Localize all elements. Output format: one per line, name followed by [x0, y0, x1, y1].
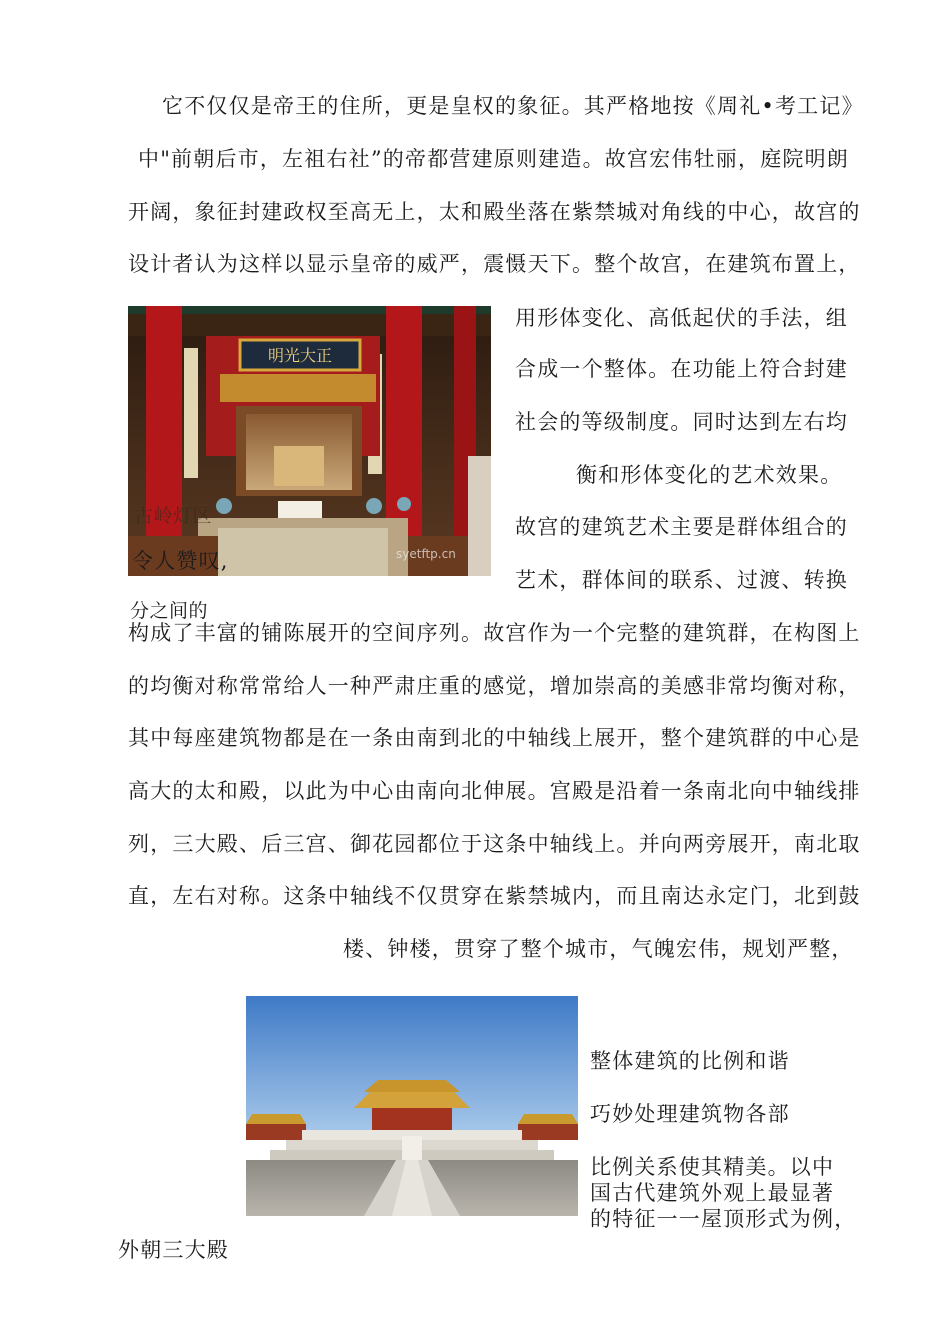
beside1-line1: 用形体变化、高低起伏的手法，组: [515, 306, 848, 330]
para1-line1: 它不仅仅是帝王的住所，更是皇权的象征。其严格地按《周礼•考工记》: [162, 94, 864, 118]
beside2-line2: 巧妙处理建筑物各部: [590, 1102, 790, 1126]
para2-line5: 列，三大殿、后三宫、御花园都位于这条中轴线上。并向两旁展开，南北取: [128, 832, 861, 856]
overlap-fragment-2: 令人赞叹,: [132, 549, 229, 573]
three-halls-photo: [246, 996, 578, 1216]
beside1-line4: 衡和形体变化的艺术效果。: [576, 463, 843, 487]
photo2-caption: 外朝三大殿: [118, 1238, 229, 1262]
para1-line4: 设计者认为这样以显示皇帝的威严，震慑天下。整个故宫，在建筑布置上，: [128, 252, 861, 276]
para2-line2: 的均衡对称常常给人一种严肃庄重的感觉，增加崇高的美感非常均衡对称，: [128, 674, 861, 698]
throne-hall-photo: [128, 306, 491, 576]
photo-watermark: syetftp.cn: [396, 547, 456, 561]
beside2-line1: 整体建筑的比例和谐: [590, 1049, 790, 1073]
beside1-line3: 社会的等级制度。同时达到左右均: [515, 410, 848, 434]
beside2-line4: 国古代建筑外观上最显著: [590, 1181, 835, 1205]
overlap-fragment-1: 古岭灯区: [134, 505, 213, 527]
plaque-text: 正大光明: [267, 346, 333, 365]
beside1-line5: 故宫的建筑艺术主要是群体组合的: [515, 515, 848, 539]
para2-line6: 直，左右对称。这条中轴线不仅贯穿在紫禁城内，而且南达永定门，北到鼓: [128, 884, 861, 908]
beside2-line5: 的特征一一屋顶形式为例，: [590, 1207, 857, 1231]
beside2-line3: 比例关系使其精美。以中: [590, 1155, 835, 1179]
para2-line4: 高大的太和殿，以此为中心由南向北伸展。宫殿是沿着一条南北向中轴线排: [128, 779, 861, 803]
para2-line1: 构成了丰富的铺陈展开的空间序列。故宫作为一个完整的建筑群，在构图上: [128, 621, 861, 645]
para1-line3: 开阔，象征封建政权至高无上，太和殿坐落在紫禁城对角线的中心，故宫的: [128, 200, 861, 224]
overlap-fragment-3: 分之间的: [130, 600, 209, 622]
beside1-line2: 合成一个整体。在功能上符合封建: [515, 357, 848, 381]
beside1-line6: 艺术，群体间的联系、过渡、转换: [515, 568, 848, 592]
para1-line2: 中"前朝后市，左祖右社”的帝都营建原则建造。故宫宏伟牡丽，庭院明朗: [138, 147, 849, 171]
para2-line7: 楼、钟楼，贯穿了整个城市，气魄宏伟，规划严整，: [343, 937, 854, 961]
para2-line3: 其中每座建筑物都是在一条由南到北的中轴线上展开，整个建筑群的中心是: [128, 726, 861, 750]
